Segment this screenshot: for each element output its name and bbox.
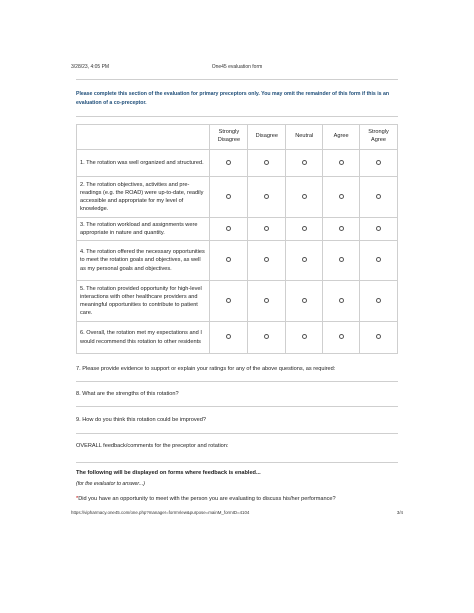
- divider: [76, 381, 398, 382]
- table-row: [77, 241, 398, 281]
- table-row: [77, 218, 398, 241]
- page-number: 3/4: [396, 510, 403, 515]
- radio-agree[interactable]: [339, 298, 344, 303]
- question-8-label: 8. What are the strengths of this rotation?: [76, 391, 179, 397]
- divider: [76, 116, 398, 117]
- radio-agree[interactable]: [339, 226, 344, 231]
- divider: [76, 79, 398, 80]
- radio-strongly-agree[interactable]: [376, 257, 381, 262]
- question-text: 1. The rotation was well organized and structured.: [77, 150, 210, 177]
- question-text: 2. The rotation objectives, activities and pre-readings (e.g. the ROAD) were up-to-date, readily accessible and appropriate for my level of knowledge.: [77, 177, 210, 218]
- radio-strongly-disagree[interactable]: [226, 334, 231, 339]
- column-header-strongly-disagree: Strongly Disagree: [210, 125, 248, 150]
- radio-strongly-agree[interactable]: [376, 226, 381, 231]
- question-text: 4. The rotation offered the necessary opportunities to meet the rotation goals and objectives, as well as my personal goals and objectives.: [77, 241, 210, 281]
- radio-neutral[interactable]: [302, 160, 307, 165]
- radio-disagree[interactable]: [264, 194, 269, 199]
- footer-url: https://vipharmacy.one45.com/one.php?manager=formView&purpose=mainM_formID=4104: [71, 510, 250, 515]
- overall-feedback-label: OVERALL feedback/comments for the preceptor and rotation:: [76, 443, 229, 449]
- table-row: [77, 177, 398, 218]
- radio-disagree[interactable]: [264, 298, 269, 303]
- radio-disagree[interactable]: [264, 257, 269, 262]
- feedback-section-subtitle: (for the evaluator to answer...): [76, 481, 146, 487]
- radio-strongly-disagree[interactable]: [226, 298, 231, 303]
- question-text: 6. Overall, the rotation met my expectations and I would recommend this rotation to other residents: [77, 322, 210, 354]
- radio-neutral[interactable]: [302, 298, 307, 303]
- radio-strongly-agree[interactable]: [376, 194, 381, 199]
- radio-agree[interactable]: [339, 334, 344, 339]
- meeting-question-text: Did you have an opportunity to meet with the person you are evaluating to discuss his/her performance?: [78, 496, 336, 502]
- question-text: 3. The rotation workload and assignments were appropriate in nature and quantity.: [77, 218, 210, 241]
- divider: [76, 462, 398, 463]
- required-marker: *: [76, 496, 79, 502]
- rating-table: [76, 124, 398, 354]
- radio-disagree[interactable]: [264, 160, 269, 165]
- radio-strongly-disagree[interactable]: [226, 194, 231, 199]
- print-timestamp: 3/28/23, 4:05 PM: [71, 64, 110, 70]
- radio-neutral[interactable]: [302, 226, 307, 231]
- radio-neutral[interactable]: [302, 334, 307, 339]
- table-row: [77, 322, 398, 354]
- column-header-strongly-agree: Strongly Agree: [360, 125, 398, 150]
- table-row: [77, 281, 398, 322]
- column-header-neutral: Neutral: [286, 125, 323, 150]
- radio-agree[interactable]: [339, 194, 344, 199]
- divider: [76, 433, 398, 434]
- form-title: One45 evaluation form: [211, 64, 263, 70]
- column-header-agree: Agree: [323, 125, 360, 150]
- instruction-text: Please complete this section of the evaluation for primary preceptors only. You may omit the remainder of this form if this is an evaluation of a co-preceptor.: [76, 91, 390, 107]
- radio-agree[interactable]: [339, 160, 344, 165]
- question-9-label: 9. How do you think this rotation could be improved?: [76, 417, 206, 423]
- page-header: [71, 64, 403, 74]
- radio-strongly-disagree[interactable]: [226, 160, 231, 165]
- question-7-label: 7. Please provide evidence to support or explain your ratings for any of the above questions, as required:: [76, 366, 336, 372]
- radio-strongly-agree[interactable]: [376, 334, 381, 339]
- radio-strongly-agree[interactable]: [376, 298, 381, 303]
- radio-disagree[interactable]: [264, 334, 269, 339]
- table-row: [77, 150, 398, 177]
- radio-neutral[interactable]: [302, 194, 307, 199]
- meeting-question: [76, 496, 406, 502]
- question-column-header: [77, 125, 210, 150]
- feedback-section-title: The following will be displayed on forms where feedback is enabled...: [76, 470, 261, 476]
- radio-strongly-disagree[interactable]: [226, 257, 231, 262]
- question-text: 5. The rotation provided opportunity for high-level interactions with other healthcare providers and meaningful opportunities to contribute to patient care.: [77, 281, 210, 322]
- radio-neutral[interactable]: [302, 257, 307, 262]
- radio-strongly-agree[interactable]: [376, 160, 381, 165]
- radio-disagree[interactable]: [264, 226, 269, 231]
- rating-header-row: [77, 125, 398, 150]
- radio-strongly-disagree[interactable]: [226, 226, 231, 231]
- radio-agree[interactable]: [339, 257, 344, 262]
- divider: [76, 406, 398, 407]
- column-header-disagree: Disagree: [248, 125, 286, 150]
